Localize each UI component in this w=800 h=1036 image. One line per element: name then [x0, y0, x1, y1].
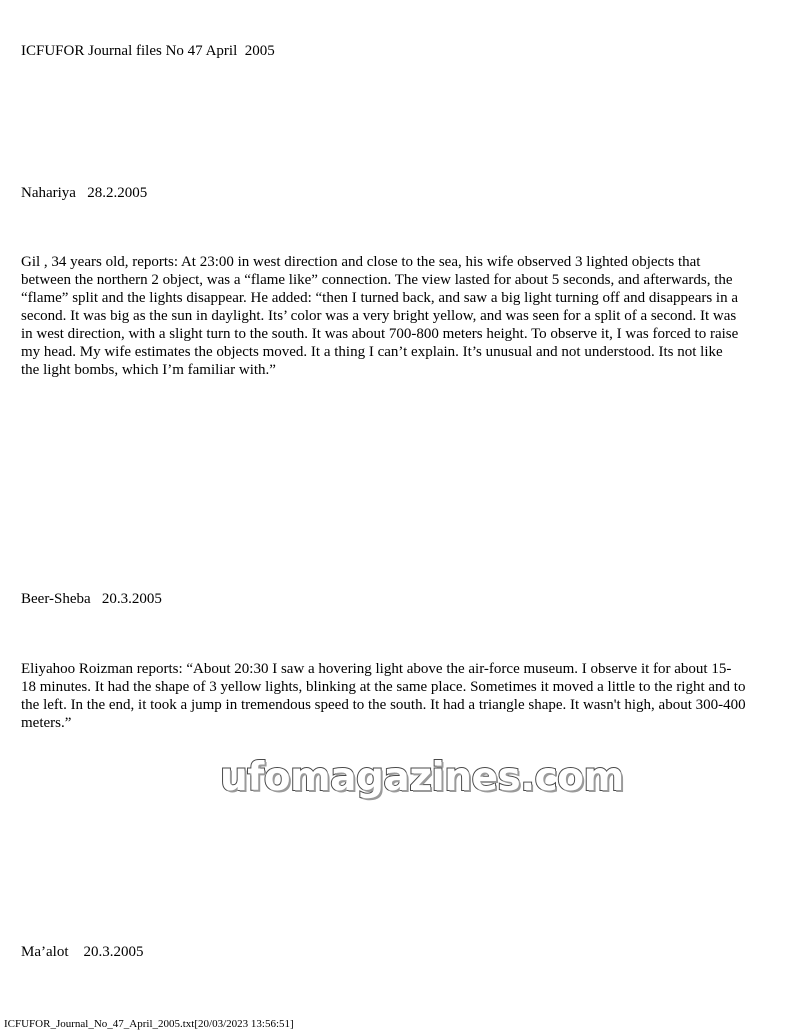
- report-body-beer-sheba: [21, 660, 786, 732]
- report-line: the left. In the end, it took a jump in tremendous speed to the south. It had a triangle shape. It wasn't high, about 300-400: [21, 697, 746, 713]
- report-body-nahariya: [21, 253, 786, 379]
- report-line: between the northern 2 object, was a “flame like” connection. The view lasted for about 5 seconds, and afterwards, the: [21, 272, 733, 288]
- report-line: my head. My wife estimates the objects moved. It a thing I can’t explain. It’s unusual and not understood. Its not like: [21, 344, 723, 360]
- page-footer: ICFUFOR_Journal_No_47_April_2005.txt[20/03/2023 13:56:51]: [4, 1018, 294, 1030]
- report-line: “flame” split and the lights disappear. He added: “then I turned back, and saw a big light turning off and disappears in a: [21, 290, 739, 306]
- report-heading-nahariya: Nahariya 28.2.2005: [21, 185, 148, 201]
- report-line: second. It was big as the sun in daylight. Its’ color was a very bright yellow, and was seen for a split of a second. It was: [21, 308, 737, 324]
- report-line: Eliyahoo Roizman reports: “About 20:30 I saw a hovering light above the air-force museum. I observe it for about 15-: [21, 661, 732, 677]
- report-heading-beer-sheba: Beer-Sheba 20.3.2005: [21, 591, 162, 607]
- document-title: ICFUFOR Journal files No 47 April 2005: [21, 43, 275, 59]
- report-line: the light bombs, which I’m familiar with.”: [21, 362, 276, 378]
- watermark-logo: ufomagazines.com: [220, 755, 624, 800]
- report-line: Gil , 34 years old, reports: At 23:00 in west direction and close to the sea, his wife observed 3 lighted objects that: [21, 254, 701, 270]
- report-line: in west direction, with a slight turn to the south. It was about 700-800 meters height. To observe it, I was forced to raise: [21, 326, 739, 342]
- report-heading-maalot: Ma’alot 20.3.2005: [21, 944, 144, 960]
- report-line: meters.”: [21, 715, 72, 731]
- report-line: 18 minutes. It had the shape of 3 yellow lights, blinking at the same place. Sometimes it moved a little to the right and to: [21, 679, 746, 695]
